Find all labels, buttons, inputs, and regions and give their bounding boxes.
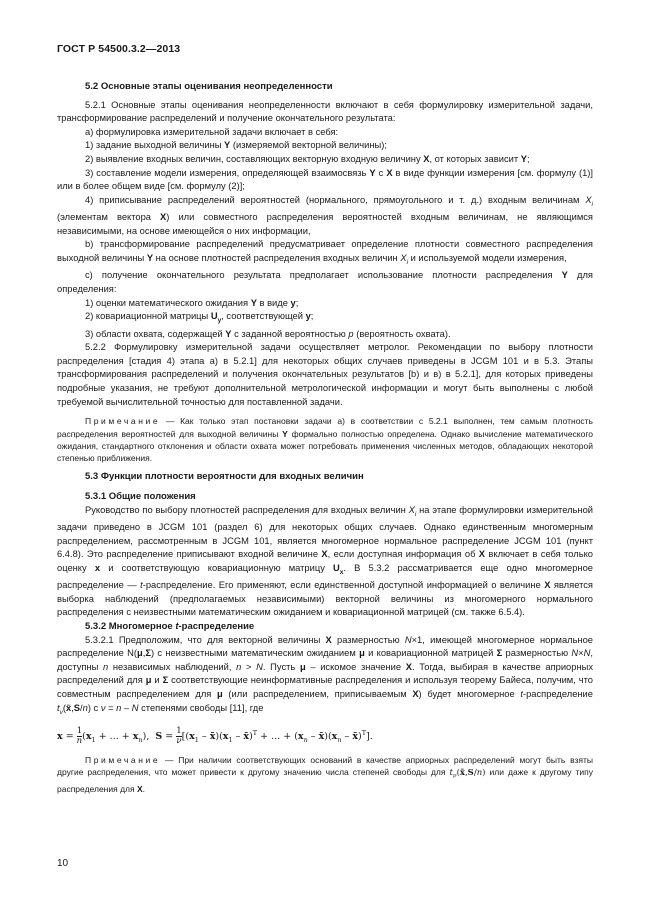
section-title-5-2: 5.2 Основные этапы оценивания неопределенности <box>85 81 333 92</box>
note-label: Примечание <box>85 416 161 427</box>
paragraph-5-3-2-1: 5.3.2.1 Предположим, что для векторной величины X размерностью N×1, имеющей многомерное нормальное распределение N(μ,Σ) с неизвестными математическим ожиданием μ и ковариационной матрицей Σ размерностью N×N, доступны n независимых наблюдений, n > N. Пусть μ – искомое значение X. Тогда, выбирая в качестве априорных распределений для μ и Σ соответствующие неинформативные распределения и используя теорему Байеса, получим, что совместным распределением для μ (или распределением, приписываемым X) будет многомерное t-распределение $t_\nu(x̄,S/n)$ с ν = n – N степенями свободы [11], где <box>57 634 594 716</box>
item-c1: 1) оценки математического ожидания Y в виде y; <box>85 297 299 308</box>
item-a2: 2) выявление входных величин, составляющих векторную входную величину X, от которых зависит Y; <box>85 153 530 164</box>
paragraph-5-3-1: Руководство по выбору плотностей распределения для входных величин $X_i$ на этапе формулировки измерительной задачи приведено в JCGM 101 (раздел 6) для некоторых общих случаев. Однако единственным многомерным распределением, рассмотренным в JCGM 101, является многомерное нормальное распределение JCGM 101 (пункт 6.4.8). Это распределение приписывают входной величине X, если доступная информация об X включает в себя только оценку x и соответствующую ковариационную матрицу $U_x$. В 5.3.2 рассматривается еще одно многомерное распределение — t-распределение. Его применяют, если единственной доступной информацией о величине X является выборка наблюдений (предполагаемых независимыми) векторной величины из многомерного нормального распределения с неизвестными математическим ожиданием и ковариационной матрицей (см. также 6.5.4). <box>57 504 593 618</box>
document-body <box>57 80 593 796</box>
section-title-5-3: 5.3 Функции плотности вероятности для входных величин <box>85 471 364 483</box>
paragraph-5-2-2: 5.2.2 Формулировку измерительной задачи осуществляет метролог. Рекомендации по выбору плотности распределения [стадия 4) этапа а) в 5.2.1] для некоторых общих случаев приведены в JCGM 101 и в 5.3. Этапы трансформирования распределений и получения окончательных результатов [b) и в) в 5.2.1], для которых приведены подробные указания, не требуют дополнительной метрологической информации и могут быть выполнены с любой требуемой вычислительной точностью для поставленной задачи. <box>57 342 593 407</box>
item-c3: 3) области охвата, содержащей Y с заданной вероятностью p (вероятность охвата). <box>85 328 451 339</box>
item-a: а) формулировка измерительной задачи включает в себя: <box>85 126 339 137</box>
subsection-title-5-3-2: 5.3.2 Многомерное t-распределение <box>85 621 255 633</box>
page-number: 10 <box>57 858 69 869</box>
item-a4: 4) приписывание распределений вероятностей (нормального, прямоугольного и т. д.) входным величинам $X_i$ (элементам вектора X) или совместного распределения вероятностей входным величинам, не являющимся независимыми, на основе имеющейся о них информации, <box>57 194 593 236</box>
note-5-3-2: Примечание — При наличии соответствующих оснований в качестве априорных распределений могут быть взяты другие распределения, что может привести к другому значению числа степеней свободы для $t_\nu(x̄,S/n)$ или даже к другому типу распределения для X. <box>57 755 593 795</box>
document-code: ГОСТ Р 54500.3.2—2013 <box>57 43 181 55</box>
formula-mean-covariance: x = $\frac{1}{n}$ ($x_1$ + ... + $x_n$), S = $\frac{1}{\nu}$ [($x_1$ – $x̄)(x_1$ – x̄)$^T$ + ... + ($x_n$ – $x̄)(x_n$ – x̄)$^T$]. <box>57 726 373 747</box>
subsection-title-5-3-1: 5.3.1 Общие положения <box>85 491 196 503</box>
note-label-2: Примечание <box>85 755 161 766</box>
item-a1: 1) задание выходной величины Y (измеряемой векторной величины); <box>85 140 387 151</box>
item-c2: 2) ковариационной матрицы $U_y$, соответствующей y; <box>85 311 314 325</box>
note-5-2: Примечание — Как только этап постановки задачи а) в соответствии с 5.2.1 выполнен, тем самым плотность распределения вероятностей для выходной величины Y формально полностью определена. Однако вычисление математического ожидания, стандартного отклонения и области охвата может потребовать применения численных методов, обладающих некоторой степенью приближения. <box>57 416 593 464</box>
item-a3: 3) составление модели измерения, определяющей взаимосвязь Y с X в виде функции измерения [см. формулу (1)] или в более общем виде [см. формулу (2)]; <box>57 167 593 192</box>
item-b: b) трансформирование распределений предусматривает определение плотности совместного распределения выходной величины Y на основе плотностей распределения входных величин $X_i$ и используемой модели измерения, <box>57 239 593 266</box>
item-c: с) получение окончательного результата предполагает использование плотности распределения Y для определения: <box>57 270 593 295</box>
paragraph-5-2-1: 5.2.1 Основные этапы оценивания неопределенности включают в себя формулировку измерительной задачи, трансформирование распределений и получение окончательного результата: <box>57 99 593 124</box>
